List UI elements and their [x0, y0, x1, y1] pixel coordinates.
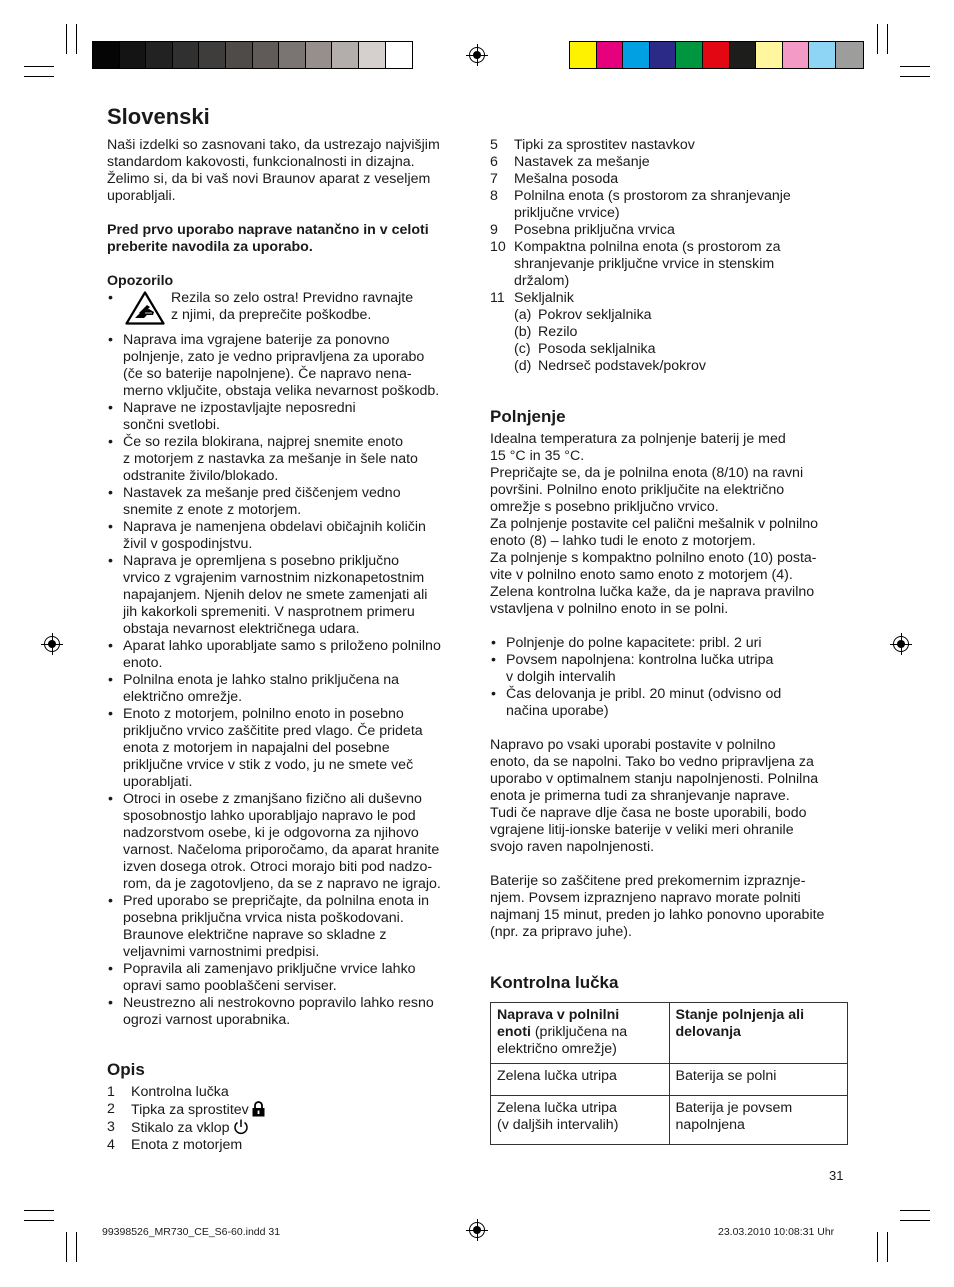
paragraph-line: vgrajene litij-ionske baterije v veliki meri ohranile	[490, 822, 794, 838]
registration-mark-icon	[44, 636, 60, 652]
list-item-line: opravi samo pooblaščeni serviser.	[123, 978, 337, 994]
list-item	[107, 1084, 465, 1101]
table-cell	[669, 1096, 848, 1145]
color-swatch	[597, 42, 624, 68]
color-swatch	[226, 42, 253, 68]
intro-line: Želimo si, da bi vaš novi Braunov aparat z veseljem	[107, 171, 431, 187]
cell-line: Baterija je povsem	[675, 1100, 793, 1116]
crop-mark	[900, 76, 930, 77]
paragraph-line: 15 °C in 35 °C.	[490, 448, 585, 464]
list-item	[490, 154, 850, 171]
cell-line: Baterija se polni	[675, 1068, 777, 1084]
list-item	[107, 553, 465, 638]
list-item-line: priključne vrvice v stik z vodo, ju ne smete več	[123, 757, 414, 773]
color-swatch	[146, 42, 173, 68]
list-item-line: napajanjem. Njenih delov ne smete zamenjati ali	[123, 587, 428, 603]
crop-mark	[66, 1232, 67, 1262]
color-swatch	[279, 42, 306, 68]
item-number: 10	[490, 239, 506, 255]
list-item-line: snemite z enote z motorjem.	[123, 502, 302, 518]
list-item-line: uporabljati.	[123, 774, 193, 790]
color-calibration-bar	[569, 41, 864, 69]
paragraph-line: svojo raven napolnjenosti.	[490, 839, 655, 855]
crop-mark	[877, 24, 878, 54]
read-instructions-note	[107, 222, 465, 256]
warning-blade-text	[171, 290, 465, 324]
list-item-line: posebna priključna vrvica nista poškodovani.	[123, 910, 404, 926]
color-swatch	[676, 42, 703, 68]
paragraph-line: Tudi če naprave dlje časa ne boste uporabili, bodo	[490, 805, 807, 821]
list-item-line: • Nastavek za mešanje pred čiščenjem vedno	[123, 485, 401, 501]
color-swatch	[199, 42, 226, 68]
list-item-line: • Popravila ali zamenjavo priključne vrvice lahko	[123, 961, 416, 977]
item-number: 8	[490, 188, 498, 204]
color-swatch	[809, 42, 836, 68]
list-item	[107, 1101, 465, 1119]
item-label-line: Posebna priključna vrvica	[514, 222, 675, 238]
list-item-line: • Naprave ne izpostavljajte neposredni	[123, 400, 356, 416]
list-item	[490, 239, 850, 290]
list-item-line: enota z motorjem in napajalni del posebne	[123, 740, 390, 756]
list-item-line: Braunove električne naprave so skladne z	[123, 927, 387, 943]
list-item-line: obstaja nevarnost električnega udara.	[123, 621, 360, 637]
blade-hand-warning-icon	[125, 291, 165, 325]
item-label-line: držalom)	[514, 273, 570, 289]
intro-paragraph	[107, 137, 465, 205]
color-swatch	[120, 42, 147, 68]
crop-mark	[877, 1232, 878, 1262]
list-item	[107, 706, 465, 791]
list-item-line: merno vključite, obstaja velika nevarnost poškodb.	[123, 383, 440, 399]
item-label: Enota z motorjem	[131, 1137, 243, 1153]
list-item-line: rom, da je zagotovljeno, da se z napravo ne igrajo.	[123, 876, 441, 892]
list-item	[107, 1137, 465, 1154]
color-swatch	[783, 42, 810, 68]
registration-mark-icon	[469, 1222, 485, 1238]
left-column	[107, 137, 465, 1154]
list-item-line: • Polnjenje do polne kapacitete: pribl. 2 uri	[506, 635, 762, 651]
power-icon	[233, 1119, 249, 1135]
item-label-line: shranjevanje priključne vrvice in stenskim	[514, 256, 775, 272]
list-item-line: • Če so rezila blokirana, najprej snemite enoto	[123, 434, 403, 450]
list-item-line: izven dosega otrok. Otroci morajo biti pod nadzo-	[123, 859, 433, 875]
list-item	[107, 1119, 465, 1137]
description-parts-list	[107, 1084, 465, 1154]
list-item-line: • Čas delovanja je pribl. 20 minut (odvisno od	[506, 686, 782, 702]
item-number: 11	[490, 290, 505, 306]
list-item	[490, 290, 850, 307]
paragraph-line: površini. Polnilno enoto priključite na električno	[490, 482, 785, 498]
paragraph-line: vstavljena v polnilno enoto in se polni.	[490, 601, 729, 617]
item-label-line: Nastavek za mešanje	[514, 154, 650, 170]
color-swatch	[570, 42, 597, 68]
list-item-line: • Naprava je opremljena s posebno priključno	[123, 553, 400, 569]
list-item	[514, 324, 850, 341]
list-item	[490, 171, 850, 188]
list-item-line: • Naprava je namenjena obdelavi običajnih količin	[123, 519, 426, 535]
item-letter: (b)	[514, 324, 532, 340]
list-item	[514, 358, 850, 375]
cell-line: Zelena lučka utripa	[497, 1068, 617, 1084]
list-item-line: električno omrežje.	[123, 689, 243, 705]
kontrolna-heading: Kontrolna lučka	[490, 973, 619, 992]
cell-line: (v daljših intervalih)	[497, 1117, 619, 1133]
list-item-line: načina uporabe)	[506, 703, 609, 719]
list-item-line: • Pred uporabo se prepričajte, da polnilna enota in	[123, 893, 430, 909]
list-item	[514, 341, 850, 358]
list-item-line: sončni svetlobi.	[123, 417, 220, 433]
list-item-line: z motorjem z nastavka za mešanje in šele nato	[123, 451, 418, 467]
list-item	[107, 791, 465, 893]
list-item	[490, 188, 850, 222]
footer-timestamp: 23.03.2010 10:08:31 Uhr	[718, 1226, 835, 1238]
list-item-line: živil v gospodinjstvu.	[123, 536, 253, 552]
note-line: preberite navodila za uporabo.	[107, 239, 313, 255]
list-item-line: nadzorstvom osebe, ki je odgovorna za njihovo	[123, 825, 419, 841]
paragraph-line: najmanj 15 minut, preden jo lahko ponovno uporabite	[490, 907, 825, 923]
grayscale-calibration-bar	[92, 41, 413, 69]
list-item-line: ogrozi varnost uporabnika.	[123, 1012, 291, 1028]
paragraph-line: enoto (8) – lahko tudi le enoto z motorjem.	[490, 533, 756, 549]
intro-line: uporabljali.	[107, 188, 176, 204]
crop-mark	[887, 1232, 888, 1262]
color-swatch	[332, 42, 359, 68]
indicator-status-table	[490, 1002, 848, 1145]
charging-paragraph-2	[490, 737, 850, 856]
paragraph-line: Idealna temperatura za polnjenje baterij je med	[490, 431, 786, 447]
paragraph-line: omrežje s posebno priključno vrvico.	[490, 499, 719, 515]
list-item	[107, 638, 465, 672]
item-label-line: Polnilna enota (s prostorom za shranjevanje	[514, 188, 791, 204]
item-number: 6	[490, 154, 498, 170]
item-label-line: Kompaktna polnilna enota (s prostorom za	[514, 239, 781, 255]
note-line: Pred prvo uporabo naprave natančno in v celoti	[107, 222, 429, 238]
item-label-line: Sekljalnik	[514, 290, 574, 306]
list-item-line: veljavnimi varnostnimi predpisi.	[123, 944, 320, 960]
color-swatch	[650, 42, 677, 68]
list-item-line: • Aparat lahko uporabljate samo s priloženo polnilno	[123, 638, 441, 654]
list-item	[514, 307, 850, 324]
item-label: Kontrolna lučka	[131, 1084, 229, 1100]
color-swatch	[836, 42, 863, 68]
crop-mark	[900, 66, 930, 67]
list-item	[107, 332, 465, 400]
color-swatch	[306, 42, 333, 68]
item-number: 2	[107, 1101, 115, 1117]
page-title: Slovenski	[107, 104, 210, 129]
warning-line: Rezila so zelo ostra! Previdno ravnajte	[171, 290, 414, 306]
paragraph-line: Za polnjenje s kompaktno polnilno enoto (10) posta-	[490, 550, 817, 566]
list-item	[107, 893, 465, 961]
crop-mark	[24, 1220, 54, 1221]
item-letter: (c)	[514, 341, 531, 357]
item-label-line: Mešalna posoda	[514, 171, 619, 187]
color-swatch	[359, 42, 386, 68]
item-number: 5	[490, 137, 498, 153]
color-swatch	[173, 42, 200, 68]
page-number: 31	[829, 1168, 844, 1183]
polnjenje-heading: Polnjenje	[490, 407, 566, 426]
list-item	[107, 519, 465, 553]
charging-paragraph-3	[490, 873, 850, 941]
paragraph-line: Prepričajte se, da je polnilna enota (8/10) na ravni	[490, 465, 804, 481]
paragraph-line: Baterije so zaščitene pred prekomernim izpraznje-	[490, 873, 806, 889]
paragraph-line: enota je primerna tudi za shranjevanje naprave.	[490, 788, 790, 804]
crop-mark	[76, 24, 77, 54]
warning-heading: Opozorilo	[107, 273, 174, 289]
item-label-line: priključne vrvice)	[514, 205, 620, 221]
color-swatch	[386, 42, 413, 68]
list-item	[107, 434, 465, 485]
list-item-line: • Enoto z motorjem, polnilno enoto in posebno	[123, 706, 404, 722]
list-item-line: odstranite živilo/blokado.	[123, 468, 279, 484]
cell-line: Zelena lučka utripa	[497, 1100, 617, 1116]
item-label: Pokrov sekljalnika	[538, 307, 652, 323]
color-swatch	[93, 42, 120, 68]
crop-mark	[900, 1220, 930, 1221]
color-swatch	[253, 42, 280, 68]
item-letter: (d)	[514, 358, 532, 374]
color-swatch	[756, 42, 783, 68]
item-number: 3	[107, 1119, 115, 1135]
list-item	[107, 995, 465, 1029]
opis-heading: Opis	[107, 1060, 145, 1079]
crop-mark	[24, 1210, 54, 1211]
list-item	[490, 222, 850, 239]
table-cell	[491, 1064, 670, 1096]
list-item-line: • Naprava ima vgrajene baterije za ponovno	[123, 332, 390, 348]
list-item-line: polnjenje, zato je vedno pripravljena za uporabo	[123, 349, 425, 365]
table-cell	[669, 1064, 848, 1096]
footer-file-info: 99398526_MR730_CE_S6-60.indd 31	[102, 1226, 281, 1238]
item-label-line: Tipki za sprostitev nastavkov	[514, 137, 695, 153]
item-label: Posoda sekljalnika	[538, 341, 656, 357]
safety-bullet-list	[107, 332, 465, 1029]
list-item-line: • Polnilna enota je lahko stalno priključena na	[123, 672, 400, 688]
warning-blade-item: • Rezila so zelo ostra! Previdno ravnajte z njimi, da preprečite poškodbe.	[107, 290, 465, 328]
table-row	[491, 1096, 848, 1145]
list-item-line: vrvico z vgrajenim varnostnim nizkonapetostnim	[123, 570, 425, 586]
parts-list-continued	[490, 137, 850, 307]
intro-line: standardom kakovosti, funkcionalnosti in dizajna.	[107, 154, 415, 170]
charging-bullet-list	[490, 635, 850, 720]
cell-line: napolnjena	[675, 1117, 745, 1133]
list-item	[490, 635, 850, 652]
list-item	[107, 400, 465, 434]
padlock-icon	[252, 1101, 265, 1117]
paragraph-line: uporabo v optimalnem stanju napolnjenosti. Polnilna	[490, 771, 819, 787]
crop-mark	[24, 76, 54, 77]
crop-mark	[900, 1210, 930, 1211]
item-letter: (a)	[514, 307, 532, 323]
registration-mark-icon	[893, 636, 909, 652]
list-item-line: enoto.	[123, 655, 163, 671]
crop-mark	[24, 66, 54, 67]
color-swatch	[703, 42, 730, 68]
item-label: Rezilo	[538, 324, 578, 340]
list-item-line: v dolgih intervalih	[506, 669, 616, 685]
table-row	[491, 1064, 848, 1096]
item-label: Tipka za sprostitev	[131, 1102, 249, 1118]
list-item-line: (če so baterije napolnjene). Če napravo nena-	[123, 366, 412, 382]
charging-paragraph-1	[490, 431, 850, 618]
list-item	[490, 137, 850, 154]
list-item-line: jih kakorkoli spremeniti. V nasprotnem primeru	[123, 604, 415, 620]
crop-mark	[76, 1232, 77, 1262]
table-cell	[491, 1096, 670, 1145]
crop-mark	[66, 24, 67, 54]
item-number: 7	[490, 171, 498, 187]
warning-line: z njimi, da preprečite poškodbe.	[171, 307, 372, 323]
table-header-row	[491, 1003, 848, 1064]
item-label: Stikalo za vklop	[131, 1120, 230, 1136]
paragraph-line: (npr. za pripravo juhe).	[490, 924, 632, 940]
item-number: 9	[490, 222, 498, 238]
list-item	[490, 686, 850, 720]
list-item-line: varnost. Načeloma priporočamo, da aparat hranite	[123, 842, 440, 858]
list-item-line: • Otroci in osebe z zmanjšano fizično ali duševno	[123, 791, 422, 807]
paragraph-line: Napravo po vsaki uporabi postavite v polnilno	[490, 737, 776, 753]
item-label: Nedrseč podstavek/pokrov	[538, 358, 706, 374]
paragraph-line: vite v polnilno enoto samo enoto z motorjem (4).	[490, 567, 793, 583]
paragraph-line: enoto, da se napolni. Tako bo vedno pripravljena za	[490, 754, 814, 770]
color-swatch	[730, 42, 757, 68]
list-item-line: priključno vrvico zaščitite pred vlago. Če prideta	[123, 723, 423, 739]
list-item-line: sposobnostjo lahko uporabljajo napravo le pod	[123, 808, 416, 824]
list-item	[107, 961, 465, 995]
chopper-subparts-list	[514, 307, 850, 375]
paragraph-line: Zelena kontrolna lučka kaže, da je naprava pravilno	[490, 584, 815, 600]
color-swatch	[623, 42, 650, 68]
table-header-cell: Stanje polnjenja ali delovanja	[669, 1003, 848, 1064]
list-item	[490, 652, 850, 686]
list-item	[107, 672, 465, 706]
right-column	[490, 137, 850, 1145]
registration-mark-icon	[469, 47, 485, 63]
paragraph-line: Za polnjenje postavite cel palični mešalnik v polnilno	[490, 516, 819, 532]
list-item	[107, 485, 465, 519]
list-item-line: • Neustrezno ali nestrokovno popravilo lahko resno	[123, 995, 434, 1011]
item-number: 1	[107, 1084, 115, 1100]
crop-mark	[887, 24, 888, 54]
paragraph-line: njem. Povsem izpraznjeno napravo morate polniti	[490, 890, 801, 906]
intro-line: Naši izdelki so zasnovani tako, da ustrezajo najvišjim	[107, 137, 440, 153]
item-number: 4	[107, 1137, 115, 1153]
table-header-cell: Naprava v polnilni enoti (priključena na električno omrežje)	[491, 1003, 670, 1064]
list-item-line: • Povsem napolnjena: kontrolna lučka utripa	[506, 652, 774, 668]
